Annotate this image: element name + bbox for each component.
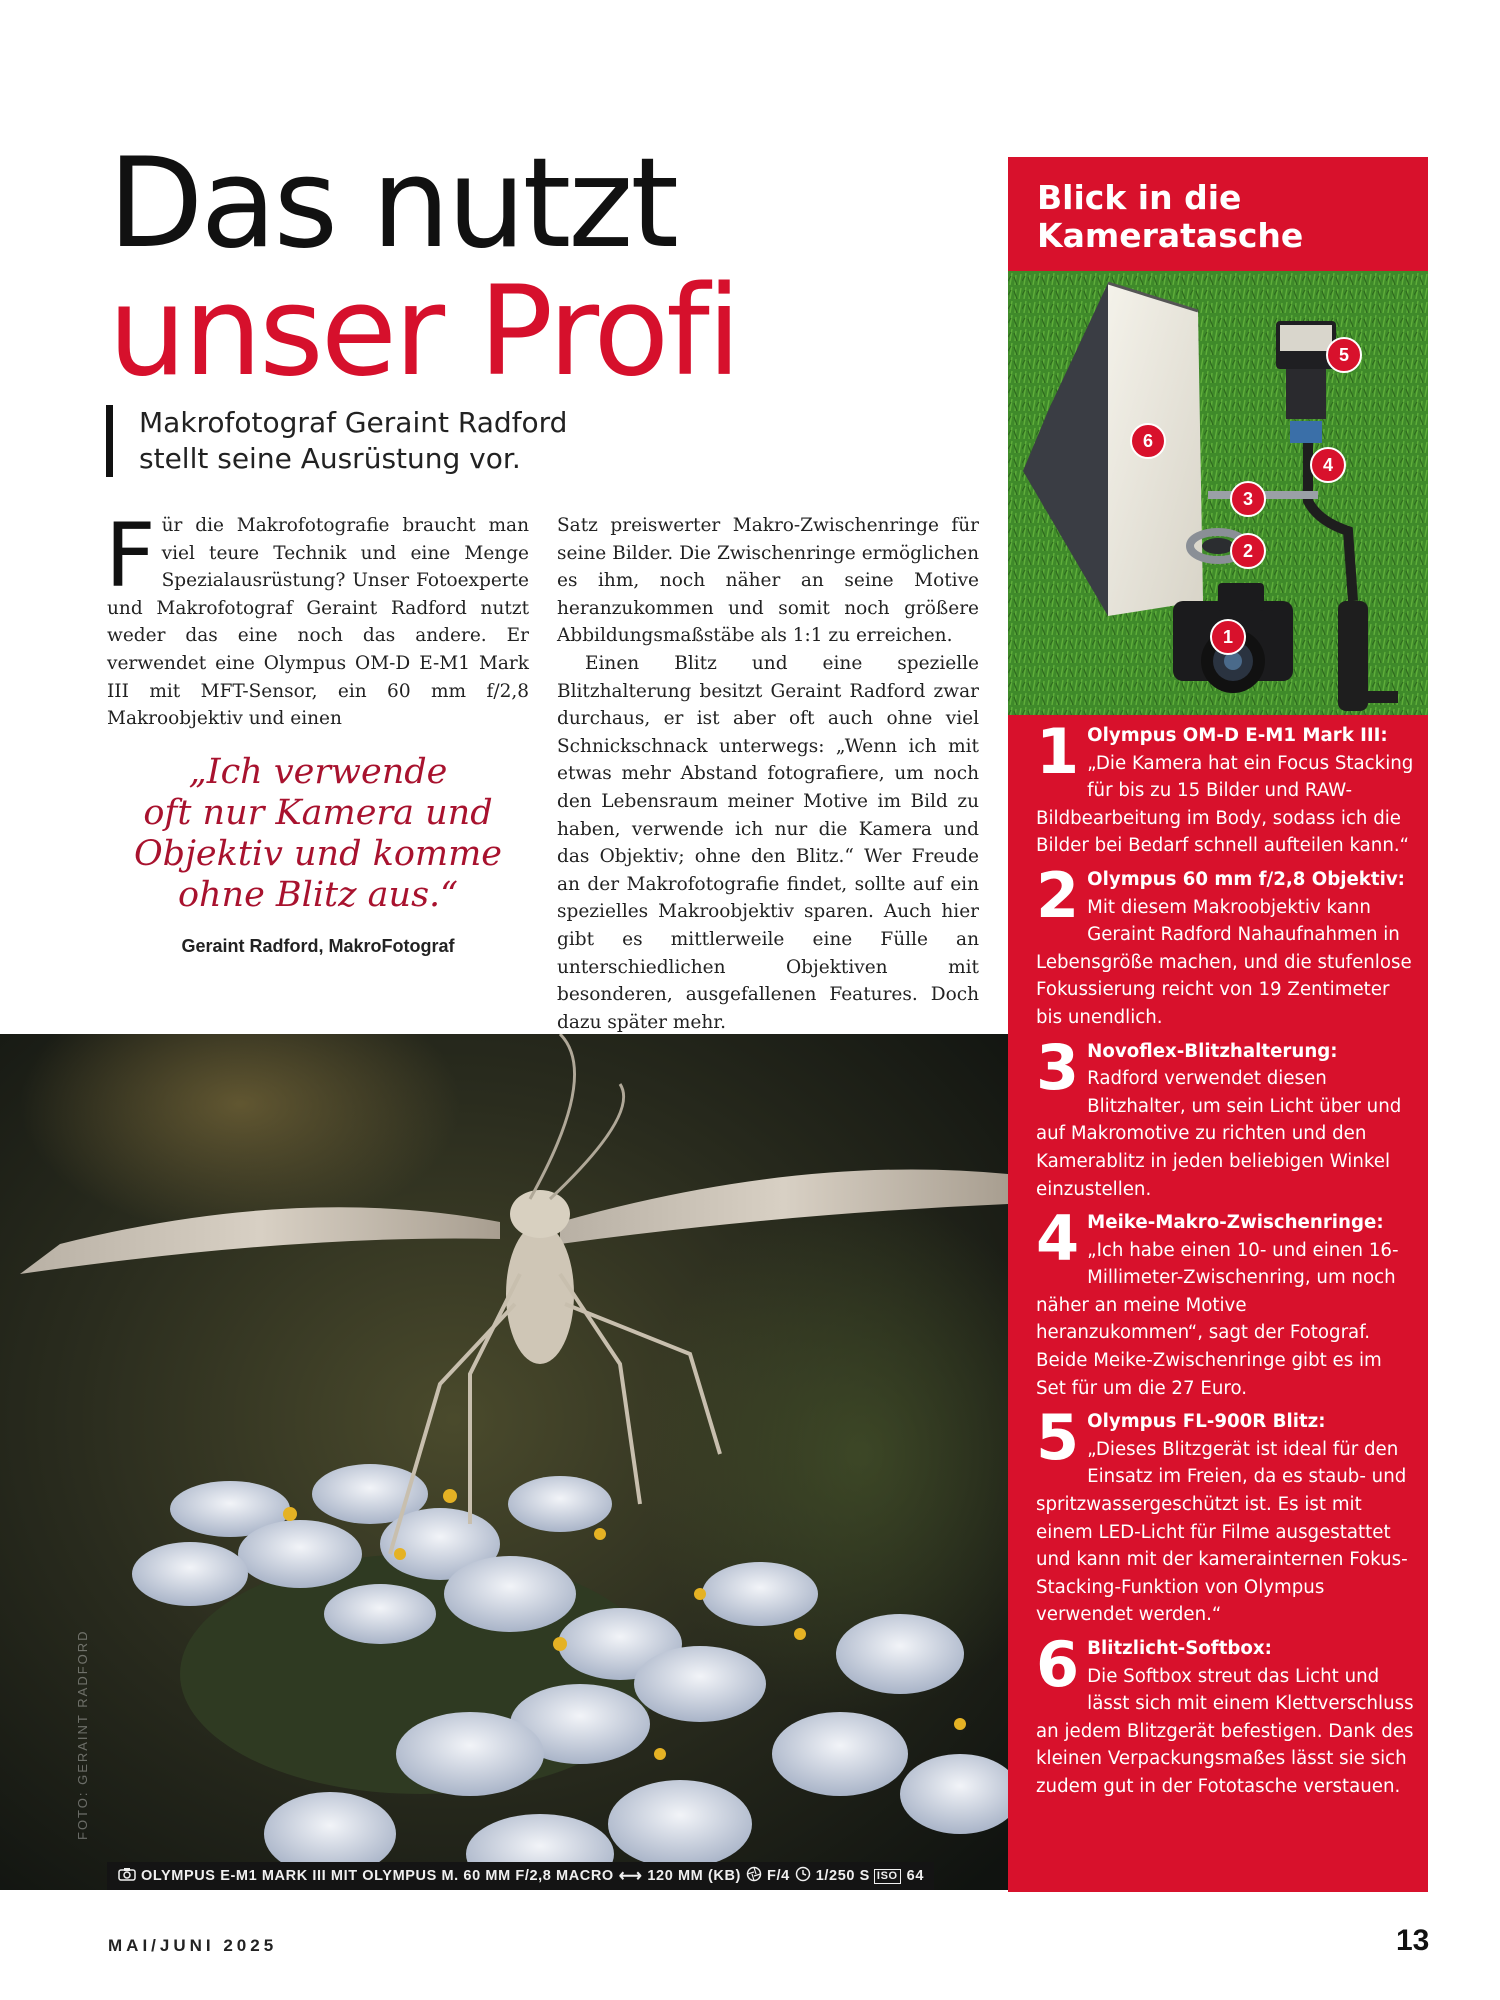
gear-item-5	[1036, 1401, 1416, 1629]
gear-marker-2: 2	[1230, 533, 1266, 569]
item-number: 2	[1036, 858, 1080, 932]
exif-bar	[107, 1862, 934, 1890]
focal-length-icon: ⟷	[618, 1868, 643, 1885]
exif-focal: 120 MM (KB)	[647, 1868, 741, 1884]
item-text: „Die Kamera hat ein Focus Stacking für bis zu 15 Bilder und RAW-Bildbearbeitung im Body, sodass ich die Bilder bei Bedarf schnell aufteilen kann.“	[1036, 752, 1414, 857]
subhead-line-2: stellt seine Ausrüstung vor.	[139, 442, 521, 475]
quote-line: oft nur Kamera und	[143, 793, 493, 833]
item-number: 5	[1036, 1401, 1080, 1475]
body-column-1	[105, 504, 529, 733]
gear-item-6	[1036, 1628, 1416, 1801]
body-text-col1: ür die Makrofotografie braucht man viel teure Technik und eine Menge Spezialausrüstung? Unser Fotoexperte und Makrofotograf Geraint Radford nutzt weder das eine noch das andere. Er verwendet eine Olympus OM-D E-M1 Mark III mit MFT-Sensor, ein 60 mm f/2,8 Makroobjektiv und einen	[107, 515, 529, 730]
camera-icon	[118, 1867, 136, 1886]
quote-line: Objektiv und komme	[133, 834, 502, 874]
quote-author: Geraint Radford, MakroFotograf	[181, 936, 455, 956]
item-number: 1	[1036, 715, 1080, 788]
gear-marker-5: 5	[1326, 337, 1362, 373]
iso-icon: ISO	[874, 1869, 901, 1884]
exif-shutter: 1/250 S	[815, 1868, 870, 1884]
exif-aperture: F/4	[766, 1868, 790, 1884]
quote-line: „Ich verwende	[188, 752, 448, 792]
gear-list	[1036, 715, 1416, 1807]
exif-iso: 64	[906, 1868, 925, 1884]
gear-marker-6: 6	[1130, 423, 1166, 459]
item-title: Olympus OM-D E-M1 Mark III:	[1087, 725, 1388, 746]
item-number: 6	[1036, 1628, 1080, 1701]
body-column-2	[557, 512, 979, 1036]
item-title: Blitzlicht-Softbox:	[1087, 1638, 1272, 1659]
gear-marker-3: 3	[1230, 481, 1266, 517]
gear-photo	[1008, 271, 1428, 715]
exif-camera: OLYMPUS E-M1 MARK III MIT OLYMPUS M. 60 MM F/2,8 MACRO	[141, 1868, 614, 1884]
headline-line-2: unser Profi	[108, 260, 739, 404]
sidebar-box	[1008, 157, 1428, 1892]
item-title: Novoflex-Blitzhalterung:	[1087, 1040, 1338, 1062]
item-text: „Dieses Blitzgerät ist ideal für den Einsatz im Freien, da es staub- und spritzwassergeschützt ist. Es ist mit einem LED-Licht für Filme ausgestattet und kann mit der kamerainternen Fokus-Stacking-Funktion von Olympus verwendet werden.“	[1036, 1438, 1408, 1626]
page-number: 13	[1396, 1924, 1430, 1957]
item-title: Olympus FL-900R Blitz:	[1087, 1411, 1326, 1433]
item-text: Die Softbox streut das Licht und lässt sich mit einem Klettverschluss an jedem Blitzgerät befestigen. Dank des kleinen Verpackungsmaßes lässt sie sich zudem gut in der Fototasche verstauen.	[1036, 1665, 1414, 1797]
gear-marker-4: 4	[1310, 447, 1346, 483]
item-text: Mit diesem Makroobjektiv kann Geraint Radford Nahaufnahmen in Lebensgröße machen, und die stufenlose Fokussierung reicht von 19 Zentimeter bis unendlich.	[1036, 896, 1412, 1028]
shutter-icon	[795, 1866, 811, 1887]
photo-credit: FOTO: GERAINT RADFORD	[75, 1629, 90, 1840]
gear-item-2	[1036, 858, 1416, 1032]
gear-item-3	[1036, 1030, 1416, 1204]
moth-photo-image	[0, 1034, 1008, 1890]
subhead-line-1: Makrofotograf Geraint Radford	[139, 406, 568, 439]
aperture-icon	[746, 1866, 762, 1887]
pull-quote	[107, 752, 529, 957]
moth-photo	[0, 1034, 1008, 1890]
subhead	[106, 405, 699, 477]
item-title: Meike-Makro-Zwischenringe:	[1087, 1212, 1384, 1234]
gear-item-1	[1036, 715, 1416, 860]
body-paragraph-2: Einen Blitz und eine spezielle Blitzhalterung besitzt Geraint Radford zwar durchaus, er ist aber oft auch ohne viel Schnickschnack unterwegs: „Wenn ich mit etwas mehr Abstand fotografiere, um noch den Lebensraum meiner Motive im Bild zu haben, verwende ich nur die Kamera und das Objektiv; ohne den Blitz.“ Wer Freude an der Makrofotografie findet, sollte auf ein spezielles Makroobjektiv sparen. Auch hier gibt es mittlerweile eine Fülle an unterschiedlichen Objektiven mit besonderen, ausgefallenen Features. Doch dazu später mehr.	[557, 652, 979, 1033]
headline	[108, 132, 988, 404]
body-paragraph-1: Satz preiswerter Makro-Zwischenringe für seine Bilder. Die Zwischenringe ermöglichen es ihm, noch näher an seine Motive heranzukommen und somit noch größere Abbildungsmaßstäbe als 1:1 zu erreichen.	[557, 515, 979, 647]
sidebar-title	[1037, 179, 1303, 255]
item-title: Olympus 60 mm f/2,8 Objektiv:	[1087, 868, 1405, 890]
sidebar-title-line-1: Blick in die	[1037, 178, 1242, 217]
gear-marker-1: 1	[1210, 619, 1246, 655]
item-text: Radford verwendet diesen Blitzhalter, um sein Licht über und auf Makromotive zu richten und den Kamerablitz in jeden beliebigen Winkel einzustellen.	[1036, 1068, 1402, 1200]
item-number: 3	[1036, 1030, 1080, 1104]
gear-item-4	[1036, 1202, 1416, 1402]
item-text: „Ich habe einen 10- und einen 16-Millimeter-Zwischenring, um noch näher an meine Motive heranzukommen“, sagt der Fotograf. Beide Meike-Zwischenringe gibt es im Set für um die 27 Euro.	[1036, 1239, 1399, 1399]
item-number: 4	[1036, 1202, 1080, 1276]
headline-line-1: Das nutzt	[108, 132, 676, 276]
drop-cap: F	[105, 504, 156, 607]
sidebar-title-line-2: Kameratasche	[1037, 216, 1304, 255]
quote-line: ohne Blitz aus.“	[177, 875, 459, 915]
issue-date: MAI/JUNI 2025	[108, 1936, 278, 1955]
quote-text	[107, 752, 529, 916]
